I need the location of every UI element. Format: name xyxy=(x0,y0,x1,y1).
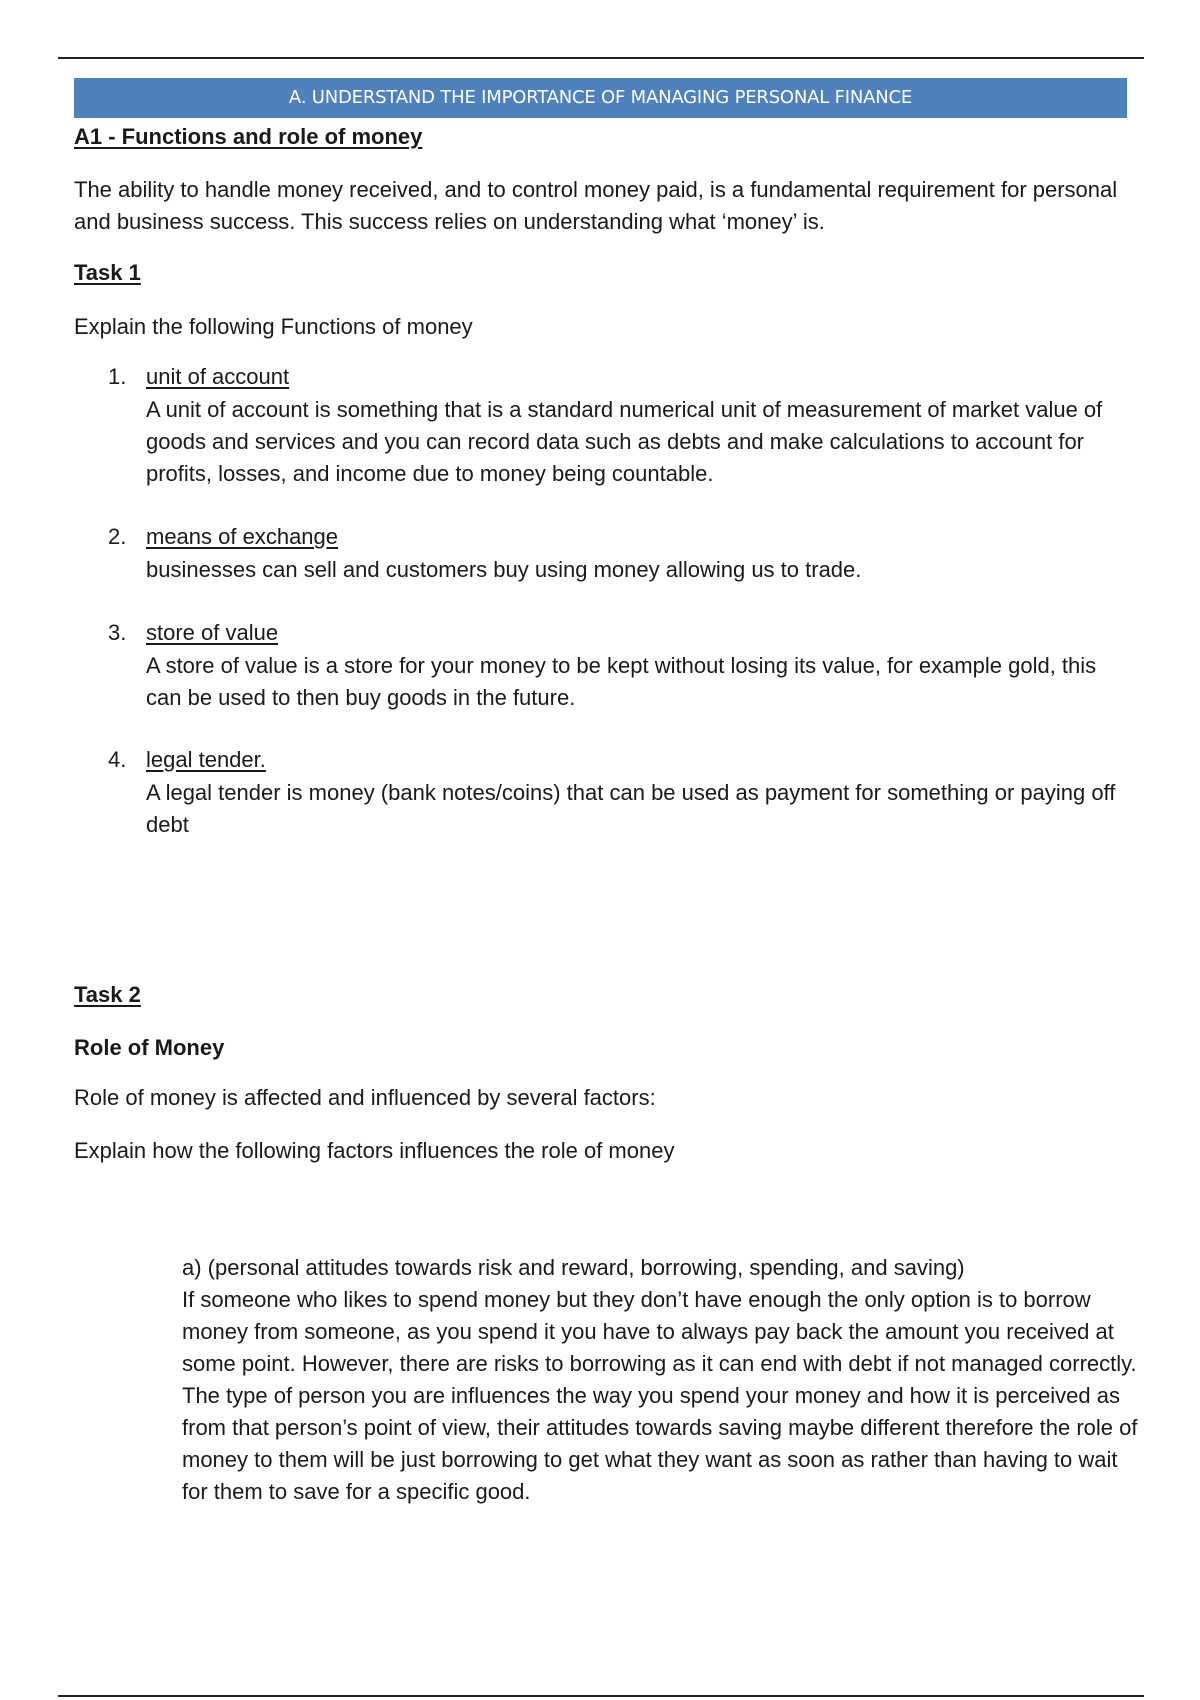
factor-a-answer: If someone who likes to spend money but they don’t have enough the only option is to borrow money from someone, as you spend it you have to always pay back the amount you received at some point. However, there are risks to borrowing as it can end with debt if not managed correctly. The type of person you are influences the way you spend your money and how it is perceived as from that person’s point of view, their attitudes towards saving maybe different therefore the role of money to them will be just borrowing to get what they want as soon as rather than having to wait for them to save for a specific good. xyxy=(182,1287,1138,1504)
list-item-body: A store of value is a store for your money to be kept without losing its value, for example gold, this can be used to then buy goods in the future. xyxy=(146,653,1097,710)
top-rule xyxy=(58,57,1144,59)
list-number: 1. xyxy=(108,364,127,389)
section-heading: A1 - Functions and role of money xyxy=(74,124,423,149)
list-item-title: store of value xyxy=(146,620,279,645)
task2-line2: Explain how the following factors influences the role of money xyxy=(74,1138,675,1163)
task1-heading: Task 1 xyxy=(74,260,141,285)
factor-a-label: a) (personal attitudes towards risk and reward, borrowing, spending, and saving) xyxy=(182,1255,965,1280)
role-of-money-subheading: Role of Money xyxy=(74,1035,225,1060)
task2-heading: Task 2 xyxy=(74,982,141,1007)
list-number: 3. xyxy=(108,620,127,645)
task1-instruction: Explain the following Functions of money xyxy=(74,314,473,339)
list-item-body: A legal tender is money (bank notes/coins) that can be used as payment for something or paying off debt xyxy=(146,780,1116,837)
list-item-body: businesses can sell and customers buy using money allowing us to trade. xyxy=(146,557,862,582)
section-banner: A. UNDERSTAND THE IMPORTANCE OF MANAGING PERSONAL FINANCE xyxy=(74,78,1127,118)
list-item-body: A unit of account is something that is a standard numerical unit of measurement of market value of goods and services and you can record data such as debts and make calculations to account for profits, losses, and income due to money being countable. xyxy=(146,397,1103,486)
list-item-title: unit of account xyxy=(146,364,290,389)
list-item-title: legal tender. xyxy=(146,747,266,772)
bottom-rule xyxy=(58,1695,1144,1697)
task2-line1: Role of money is affected and influenced by several factors: xyxy=(74,1085,656,1110)
list-number: 4. xyxy=(108,747,127,772)
factor-a-block xyxy=(182,1252,1142,1508)
list-number: 2. xyxy=(108,524,127,549)
list-item-title: means of exchange xyxy=(146,524,339,549)
intro-paragraph: The ability to handle money received, and to control money paid, is a fundamental requirement for personal and business success. This success relies on understanding what ‘money’ is. xyxy=(74,177,1118,234)
